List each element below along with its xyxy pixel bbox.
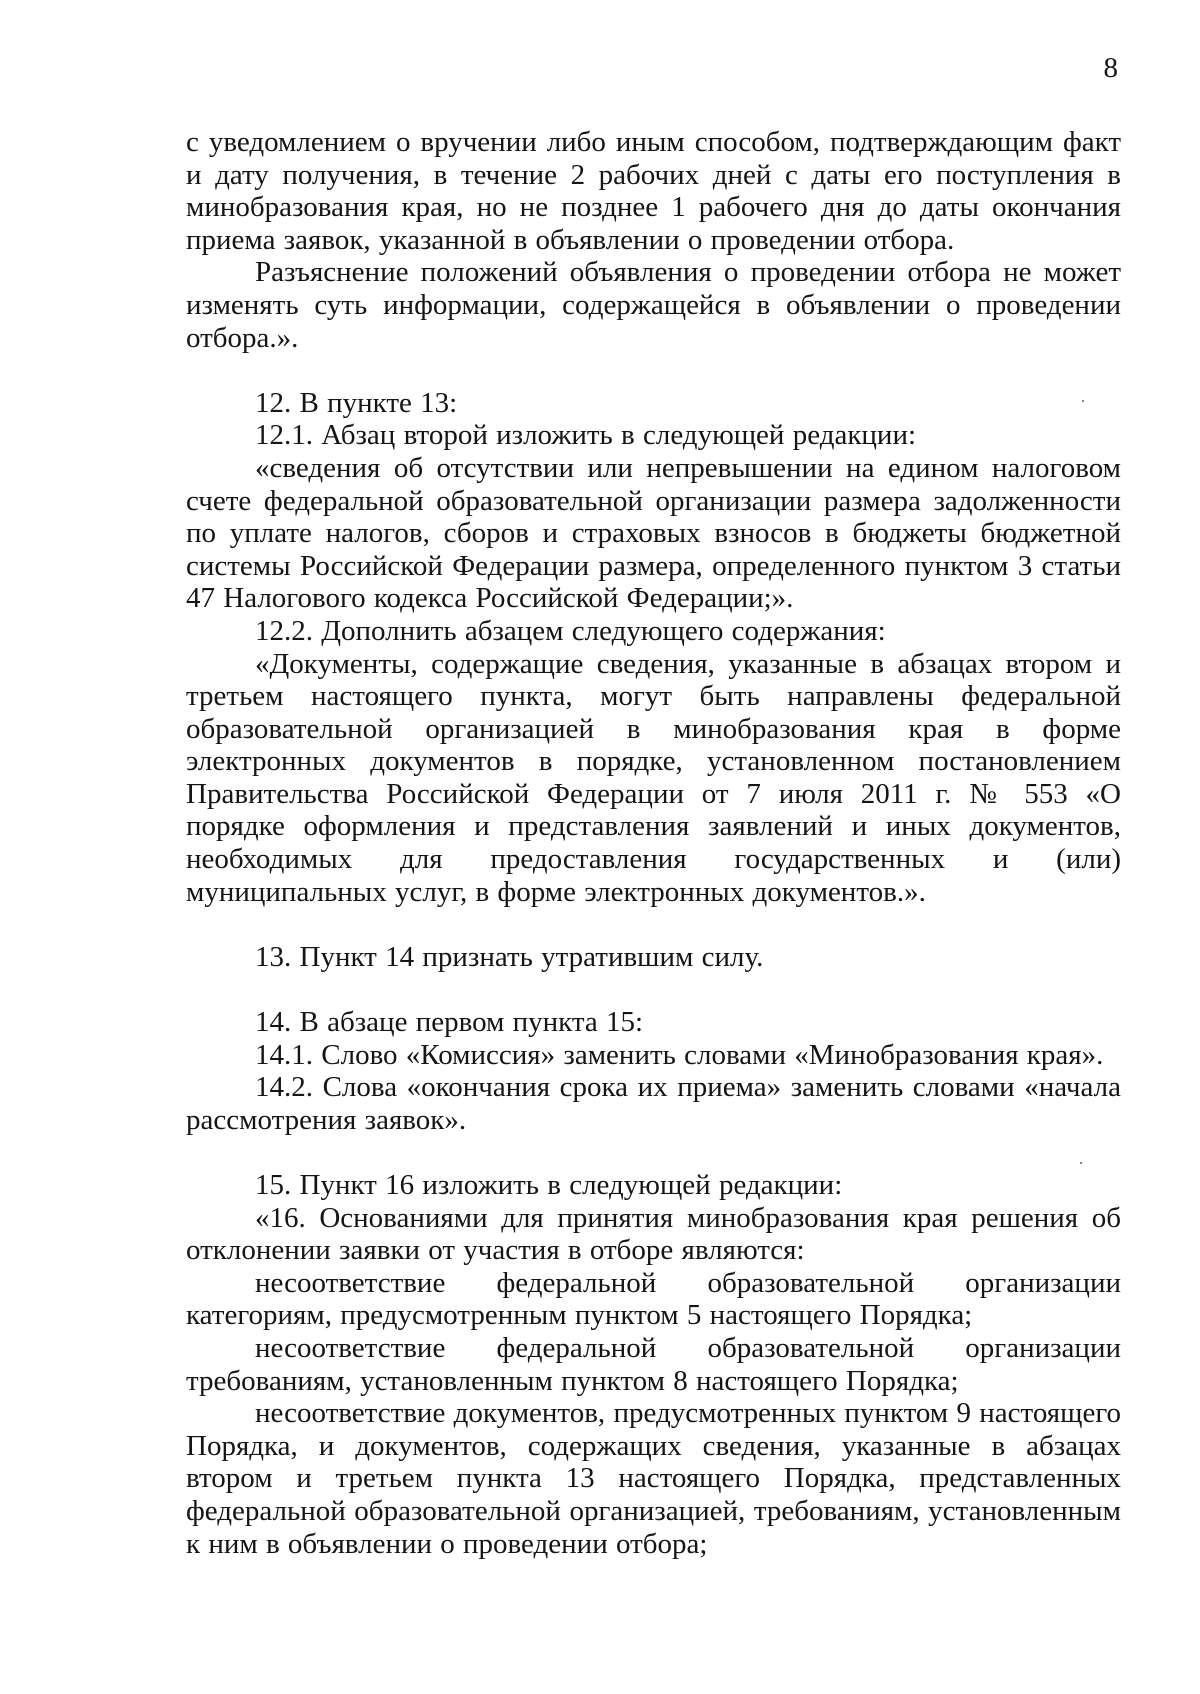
paragraph: 14.1. Слово «Комиссия» заменить словами «Минобразования края».	[255, 1038, 1104, 1071]
section-heading: 13. Пункт 14 признать утратившим силу.	[255, 940, 764, 973]
paragraph: с уведомлением о вручении либо иным способом, подтверждающим факт и дату получения, в течение 2 рабочих дней с даты его поступления в минобразования края, но не позднее 1 рабочего дня до даты окончания приема заявок, указанной в объявлении о проведении отбора.	[186, 126, 1121, 256]
scan-speck	[1082, 400, 1084, 402]
paragraph: несоответствие документов, предусмотренных пунктом 9 настоящего Порядка, и документов, содержащих сведения, указанные в абзацах втором и третьем пункта 13 настоящего Порядка, представленных федеральной образовательной организацией, требованиям, установленным к ним в объявлении о проведении отбора;	[186, 1397, 1121, 1560]
scan-speck	[1080, 1162, 1082, 1164]
paragraph: несоответствие федеральной образовательной организации категориям, предусмотренным пунктом 5 настоящего Порядка;	[186, 1266, 1121, 1332]
paragraph: 12.1. Абзац второй изложить в следующей редакции:	[255, 419, 917, 452]
paragraph: «сведения об отсутствии или непревышении на едином налоговом счете федеральной образовательной организации размера задолженности по уплате налогов, сборов и страховых взносов в бюджеты бюджетной системы Российской Федерации размера, определенного пунктом 3 статьи 47 Налогового кодекса Российской Федерации;».	[186, 451, 1121, 615]
section-heading: 12. В пункте 13:	[255, 386, 458, 419]
paragraph: 12.2. Дополнить абзацем следующего содержания:	[255, 614, 886, 647]
paragraph: несоответствие федеральной образовательной организации требованиям, установленным пунктом 8 настоящего Порядка;	[186, 1331, 1121, 1397]
paragraph: 14.2. Слова «окончания срока их приема» заменить словами «начала рассмотрения заявок».	[186, 1071, 1121, 1136]
document-body	[186, 126, 1121, 1560]
paragraph: Разъяснение положений объявления о проведении отбора не может изменять суть информации, содержащейся в объявлении о проведении отбора.».	[186, 256, 1121, 354]
page-number: 8	[1103, 52, 1118, 84]
section-heading: 15. Пункт 16 изложить в следующей редакции:	[255, 1169, 843, 1201]
section-heading: 14. В абзаце первом пункта 15:	[255, 1006, 644, 1039]
paragraph: «Документы, содержащие сведения, указанные в абзацах втором и третьем настоящего пункта, могут быть направлены федеральной образовательной организацией в минобразования края в форме электронных документов в порядке, установленном постановлением Правительства Российской Федерации от 7 июля 2011 г. № 553 «О порядке оформления и представления заявлений и иных документов, необходимых для предоставления государственных и (или) муниципальных услуг, в форме электронных документов.».	[186, 647, 1121, 908]
paragraph: «16. Основаниями для принятия минобразования края решения об отклонении заявки от участия в отборе являются:	[186, 1201, 1121, 1267]
